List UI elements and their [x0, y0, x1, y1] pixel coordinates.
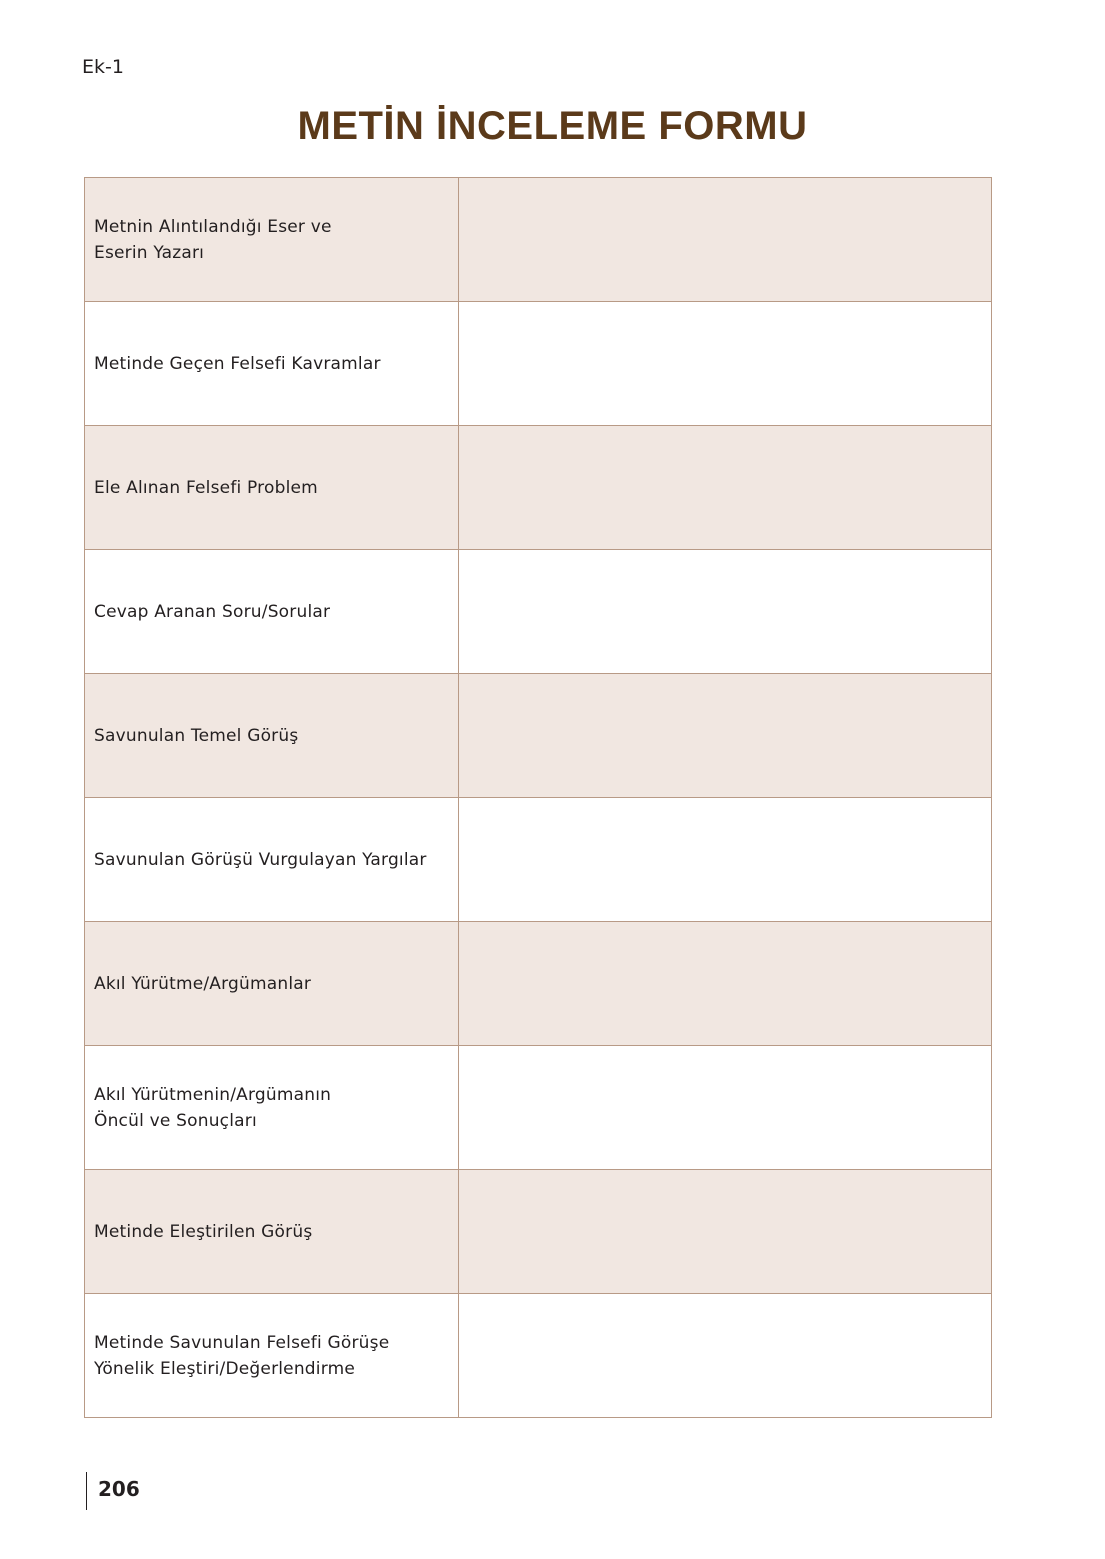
form-row-evaluation: [85, 1294, 992, 1418]
form-row-work-and-author: [85, 178, 992, 302]
form-row-problem: [85, 426, 992, 550]
form-row-premises: [85, 1046, 992, 1170]
row-label: Ele Alınan Felsefi Problem: [94, 477, 318, 498]
form-row-questions: [85, 550, 992, 674]
answer-cell[interactable]: [459, 1046, 992, 1170]
page-title: METİN İNCELEME FORMU: [297, 104, 808, 148]
answer-cell[interactable]: [459, 426, 992, 550]
answer-cell[interactable]: [459, 674, 992, 798]
row-label: Metinde Savunulan Felsefi Görüşe Yönelik Eleştiri/Değerlendirme: [94, 1332, 390, 1379]
form-row-main-view: [85, 674, 992, 798]
row-label: Akıl Yürütmenin/Argümanın Öncül ve Sonuçları: [94, 1084, 332, 1131]
row-label-cell: [85, 178, 459, 302]
row-label: Cevap Aranan Soru/Sorular: [94, 601, 331, 622]
row-label-cell: [85, 302, 459, 426]
row-label: Metnin Alıntılandığı Eser ve Eserin Yazarı: [94, 216, 332, 263]
answer-cell[interactable]: [459, 178, 992, 302]
row-label: Savunulan Temel Görüş: [94, 725, 299, 746]
form-row-concepts: [85, 302, 992, 426]
answer-cell[interactable]: [459, 302, 992, 426]
row-label: Akıl Yürütme/Argümanlar: [94, 973, 312, 994]
row-label-cell: [85, 922, 459, 1046]
answer-cell[interactable]: [459, 1170, 992, 1294]
page-number: 206: [98, 1477, 140, 1501]
row-label: Metinde Geçen Felsefi Kavramlar: [94, 353, 381, 374]
form-row-judgements: [85, 798, 992, 922]
review-form-table: [84, 177, 992, 1418]
answer-cell[interactable]: [459, 798, 992, 922]
page-number-divider: [86, 1472, 87, 1510]
row-label: Savunulan Görüşü Vurgulayan Yargılar: [94, 849, 427, 870]
answer-cell[interactable]: [459, 922, 992, 1046]
row-label-cell: [85, 1294, 459, 1418]
form-row-criticized-view: [85, 1170, 992, 1294]
row-label-cell: [85, 1170, 459, 1294]
appendix-label: Ek-1: [82, 56, 124, 78]
form-row-arguments: [85, 922, 992, 1046]
row-label-cell: [85, 426, 459, 550]
row-label: Metinde Eleştirilen Görüş: [94, 1221, 313, 1242]
row-label-cell: [85, 550, 459, 674]
row-label-cell: [85, 674, 459, 798]
answer-cell[interactable]: [459, 1294, 992, 1418]
answer-cell[interactable]: [459, 550, 992, 674]
row-label-cell: [85, 798, 459, 922]
row-label-cell: [85, 1046, 459, 1170]
